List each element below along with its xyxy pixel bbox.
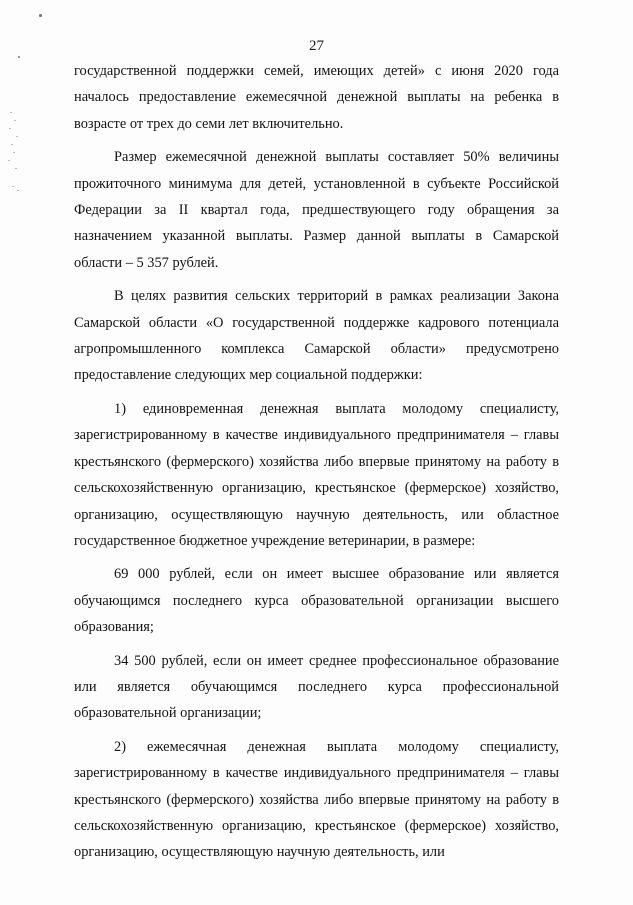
scan-artifact-dot xyxy=(18,56,20,58)
scan-artifact-speck xyxy=(15,168,17,169)
paragraph: Размер ежемесячной денежной выплаты составляет 50% величины прожиточного минимума для детей, установленной в субъекте Российской Федерации за II квартал года, предшествующего году обращения за назначением указанной выплаты. Размер данной выплаты в Самарской области – 5 357 рублей. xyxy=(74,149,559,271)
scan-artifact-speck xyxy=(11,144,13,145)
paragraph: государственной поддержки семей, имеющих детей» с июня 2020 года началось предоставление ежемесячной денежной выплаты на ребенка в возрасте от трех до семи лет включительно. xyxy=(74,63,559,132)
scan-artifact-speck xyxy=(17,190,19,191)
paragraph: В целях развития сельских территорий в рамках реализации Закона Самарской области «О государственной поддержке кадрового потенциала агропромышленного комплекса Самарской области» предусмотрено предоставление следующих мер социальной поддержки: xyxy=(74,288,559,384)
scan-artifact-speck xyxy=(9,128,11,129)
scan-artifact-speck xyxy=(8,160,10,161)
page-number: 27 xyxy=(309,38,324,54)
scan-artifact-speck xyxy=(13,152,15,153)
scan-artifact-dot xyxy=(39,14,42,17)
scan-artifact-speck xyxy=(10,112,12,113)
paragraph: 34 500 рублей, если он имеет среднее профессиональное образование или является обучающимся последнего курса профессиональной образовательной организации; xyxy=(74,652,559,722)
paragraph: 69 000 рублей, если он имеет высшее образование или является обучающимся последнего курса образовательной организации высшего образования; xyxy=(74,566,559,636)
scan-artifact-speck xyxy=(14,120,16,121)
scan-artifact-speck xyxy=(16,136,18,137)
paragraph: 2) ежемесячная денежная выплата молодому специалисту, зарегистрированному в качестве индивидуального предпринимателя – главы крестьянского (фермерского) хозяйства либо впервые принятому на работу в сельскохозяйственную организацию, крестьянское (фермерское) хозяйство, организацию, осуществляющую научную деятельность, или xyxy=(74,738,559,861)
scan-artifact-speck xyxy=(12,186,14,187)
paragraph: 1) единовременная денежная выплата молодому специалисту, зарегистрированному в качестве индивидуального предпринимателя – главы крестьянского (фермерского) хозяйства либо впервые принятому на работу в сельскохозяйственную организацию, крестьянское (фермерское) хозяйство, организацию, осуществляющую научную деятельность, или областное государственное бюджетное учреждение ветеринарии, в размере: xyxy=(74,400,559,549)
document-body xyxy=(74,58,559,873)
